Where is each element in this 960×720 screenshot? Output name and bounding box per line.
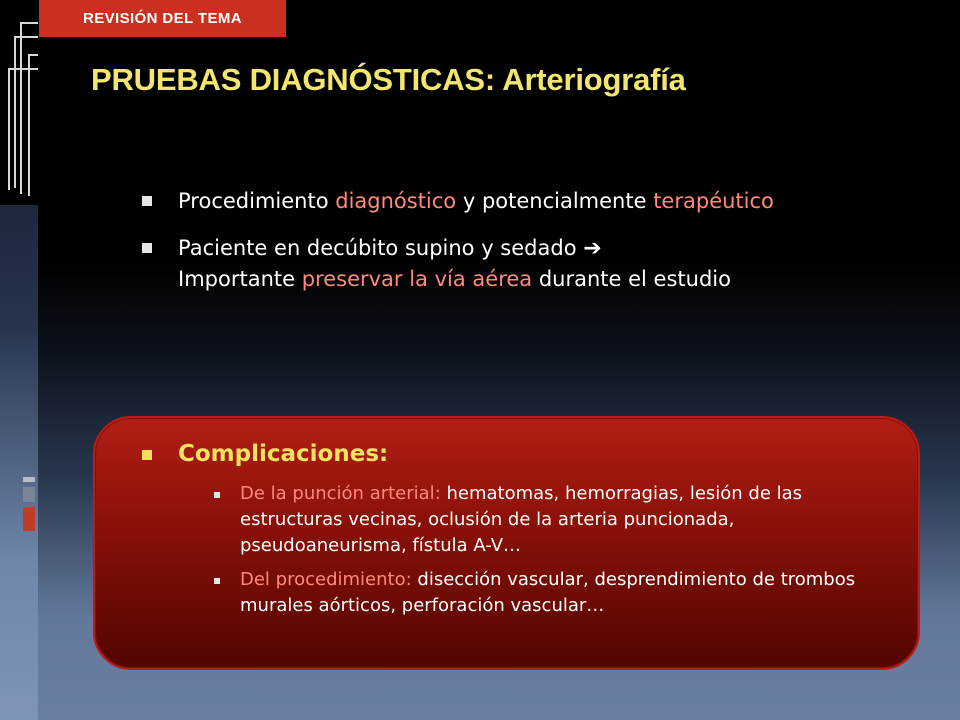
complication-colon: :: [405, 569, 412, 590]
complication-label-procedure: Del procedimiento: [240, 569, 406, 590]
bullet-text-mid: y potencialmente: [456, 189, 654, 213]
complications-list: [214, 481, 904, 627]
complication-item-procedure: [214, 567, 904, 619]
bullet-text-lead: Procedimiento: [178, 189, 336, 213]
bullet-text-patient: Paciente en decúbito supino y sedado: [178, 236, 584, 260]
bullet-text-important: Importante: [178, 267, 302, 291]
complications-title: Complicaciones:: [178, 441, 389, 467]
square-bullet-icon: [142, 196, 152, 206]
square-bullet-icon: [142, 450, 152, 460]
complication-text-arterial: hematomas, hemorragias, lesión de las estructuras vecinas, oclusión de la arteria puncionada, pseudoaneurisma, fístula A-V…: [240, 483, 803, 556]
bullet-highlight-diagnostic: diagnóstico: [335, 189, 457, 213]
small-square-bullet-icon: [214, 578, 220, 584]
main-bullets: [142, 186, 862, 311]
right-arrow-icon: ➔: [583, 236, 602, 261]
square-bullet-icon: [142, 243, 152, 253]
bullet-highlight-airway: preservar la vía aérea: [301, 267, 533, 291]
complication-colon: :: [434, 483, 441, 504]
complications-heading: [142, 441, 388, 467]
bullet-item-procedure: [142, 186, 862, 217]
bullet-text-tail: durante el estudio: [532, 267, 731, 291]
complication-label-arterial: De la punción arterial: [240, 483, 435, 504]
complication-item-arterial: [214, 481, 904, 559]
decorative-color-blocks: [23, 477, 38, 537]
small-square-bullet-icon: [214, 492, 220, 498]
section-tag: REVISIÓN DEL TEMA: [39, 0, 286, 37]
decorative-frame-lines: [0, 0, 38, 205]
page-title: PRUEBAS DIAGNÓSTICAS: Arteriografía: [91, 62, 686, 97]
complication-text-procedure: disección vascular, desprendimiento de trombos murales aórticos, perforación vascular…: [240, 569, 856, 616]
bullet-item-patient: [142, 233, 862, 295]
bullet-highlight-therapeutic: terapéutico: [653, 189, 774, 213]
